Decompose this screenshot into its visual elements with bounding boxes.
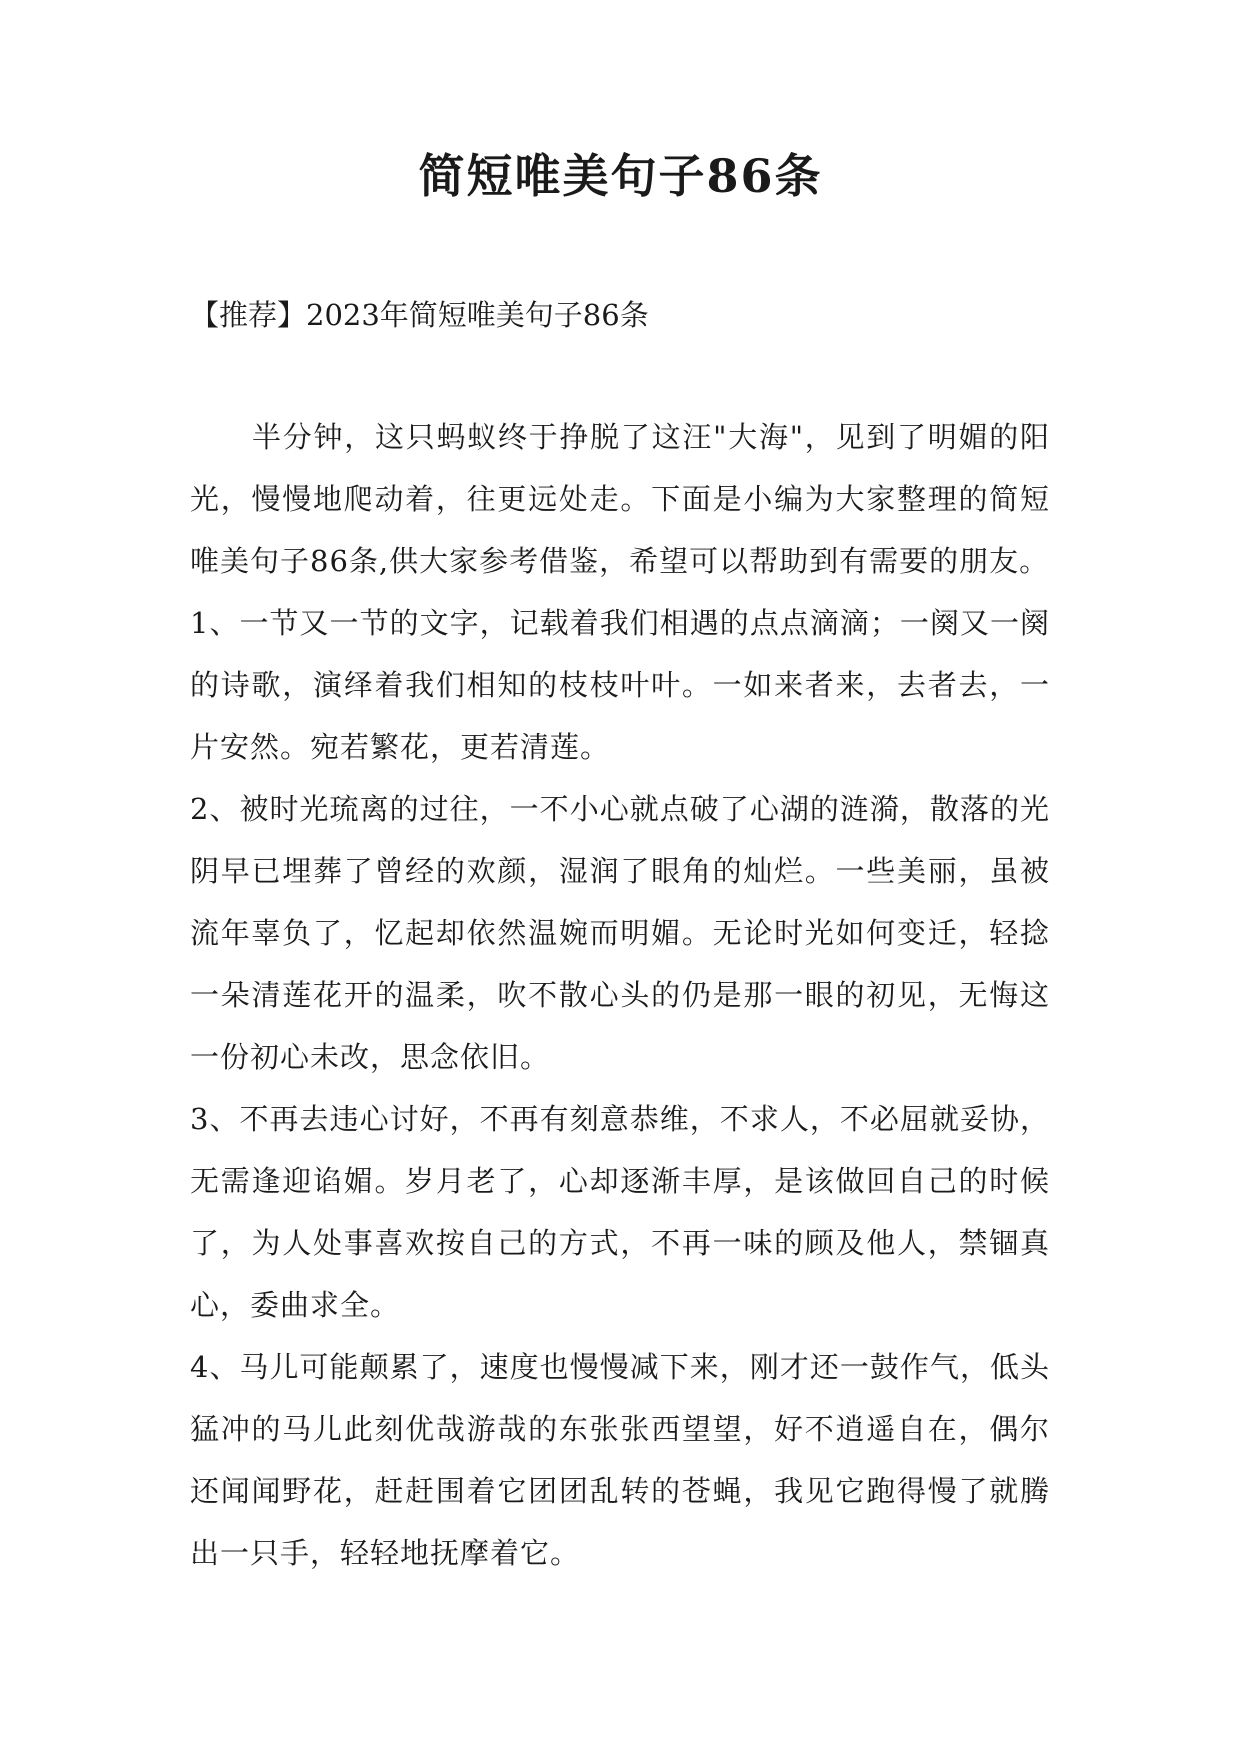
list-item: 3、不再去违心讨好，不再有刻意恭维，不求人，不必屈就妥协，无需逢迎谄媚。岁月老了，心却逐渐丰厚，是该做回自己的时候了，为人处事喜欢按自己的方式，不再一味的顾及他人，禁锢真心，委曲求全。 bbox=[190, 1102, 1050, 1322]
list-item: 1、一节又一节的文字，记载着我们相遇的点点滴滴；一阕又一阕的诗歌，演绎着我们相知的枝枝叶叶。一如来者来，去者去，一片安然。宛若繁花，更若清莲。 bbox=[190, 606, 1050, 764]
list-item: 2、被时光琉离的过往，一不小心就点破了心湖的涟漪，散落的光阴早已埋葬了曾经的欢颜，湿润了眼角的灿烂。一些美丽，虽被流年辜负了，忆起却依然温婉而明媚。无论时光如何变迁，轻捻一朵清莲花开的温柔，吹不散心头的仍是那一眼的初见，无悔这一份初心未改，思念依旧。 bbox=[190, 792, 1050, 1074]
list-item: 4、马儿可能颠累了，速度也慢慢减下来，刚才还一鼓作气，低头猛冲的马儿此刻优哉游哉的东张张西望望，好不逍遥自在，偶尔还闻闻野花，赶赶围着它团团乱转的苍蝇，我见它跑得慢了就腾出一只手，轻轻地抚摩着它。 bbox=[190, 1350, 1050, 1570]
document-subtitle: 【推荐】2023年简短唯美句子86条 bbox=[190, 298, 649, 332]
document-title: 简短唯美句子86条 bbox=[418, 149, 823, 203]
document-body bbox=[190, 406, 1050, 1584]
intro-paragraph: 半分钟，这只蚂蚁终于挣脱了这汪"大海"，见到了明媚的阳光，慢慢地爬动着，往更远处走。下面是小编为大家整理的简短唯美句子86条,供大家参考借鉴，希望可以帮助到有需要的朋友。 bbox=[190, 420, 1050, 578]
